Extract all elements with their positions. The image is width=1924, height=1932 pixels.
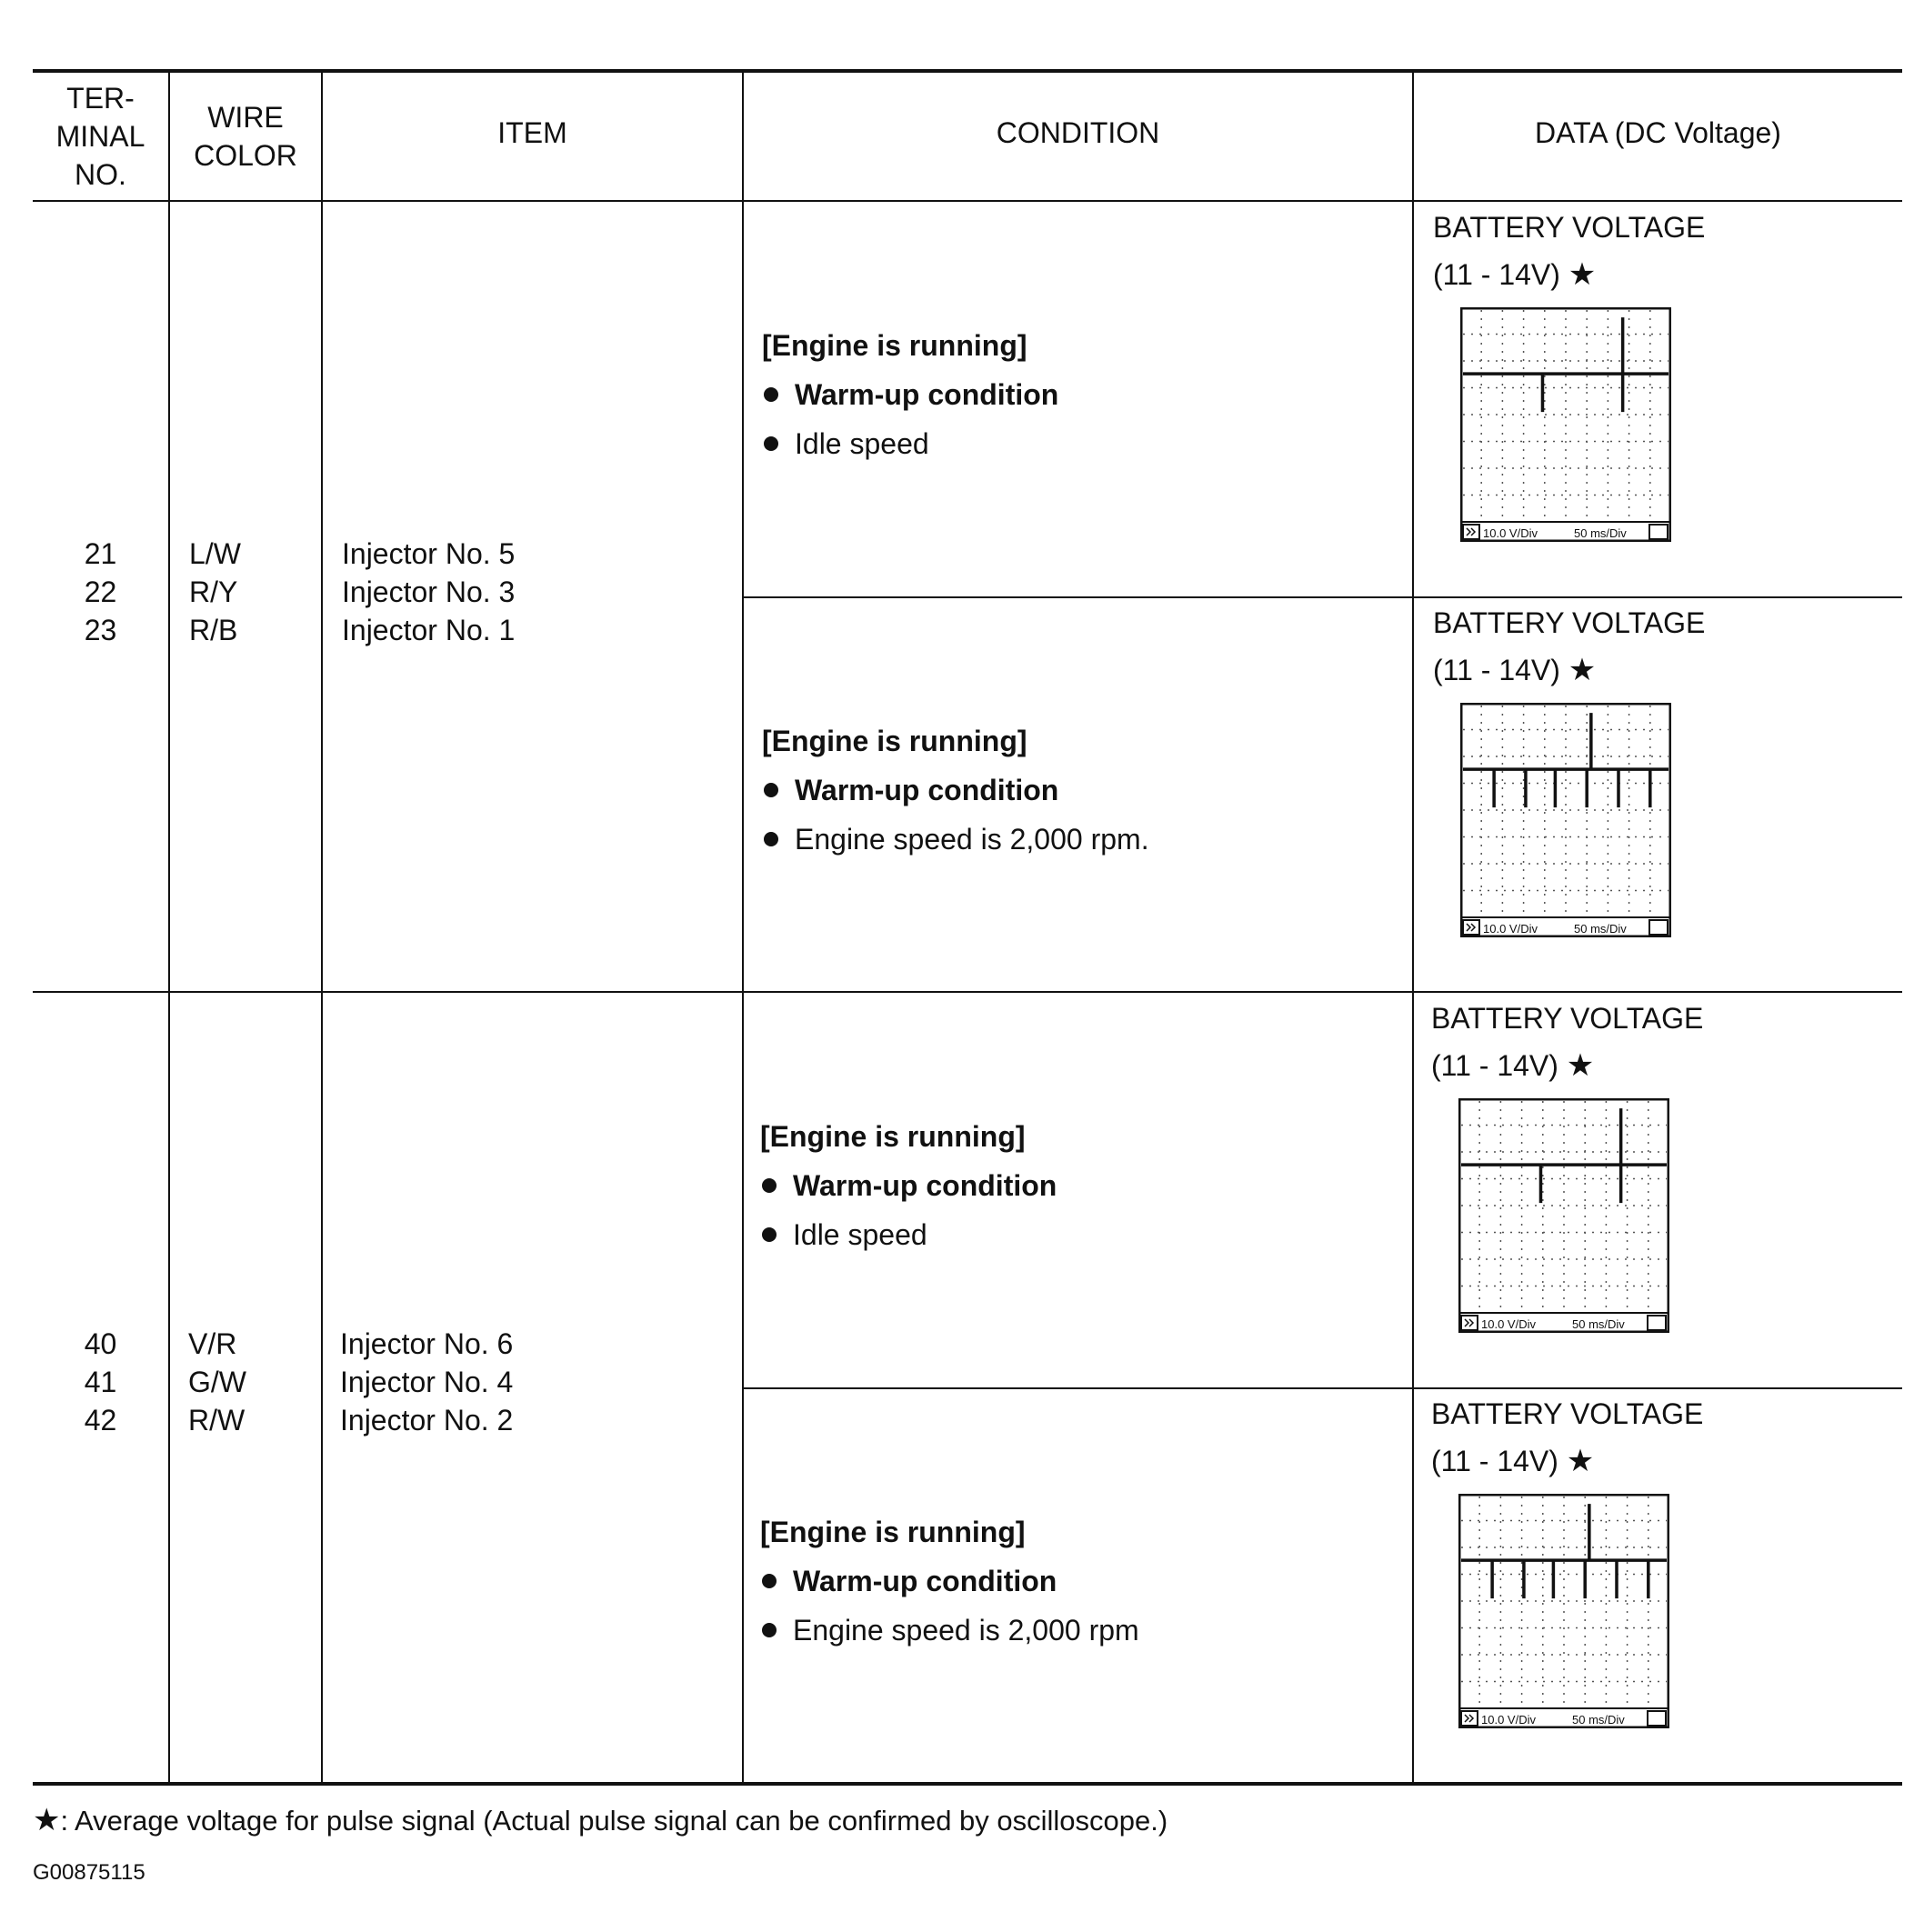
wire-color: R/Y <box>189 576 238 608</box>
condition-bullet: Warm-up condition <box>793 1169 1057 1202</box>
footnote-text: : Average voltage for pulse signal (Actual pulse signal can be confirmed by oscilloscope.) <box>60 1805 1168 1837</box>
header-terminal-no: TER- MINAL NO. <box>55 82 145 191</box>
group2-terminals <box>33 1325 168 1439</box>
group2-mid-rule <box>742 1387 1902 1389</box>
table-bottom-rule <box>33 1782 1902 1786</box>
item-name: Injector No. 3 <box>342 576 516 608</box>
condition-bullet: Idle speed <box>793 1218 927 1251</box>
data-title: BATTERY VOLTAGE <box>1433 211 1706 244</box>
item-name: Injector No. 5 <box>342 537 516 570</box>
terminal-no: 22 <box>84 576 117 608</box>
col-divider-4 <box>1412 71 1414 1784</box>
scope-time-div: 50 ms/Div <box>1572 1317 1625 1331</box>
data-value: (11 - 14V) <box>1431 1049 1558 1082</box>
condition-title: [Engine is running] <box>762 329 1027 362</box>
wire-color: G/W <box>188 1366 246 1398</box>
data-cell <box>1433 204 1705 298</box>
condition-bullet: Engine speed is 2,000 rpm <box>793 1614 1139 1647</box>
oscilloscope-waveform <box>1460 307 1671 542</box>
condition-bullet: Engine speed is 2,000 rpm. <box>795 823 1149 856</box>
wire-color: R/W <box>188 1404 246 1436</box>
bullet-icon <box>764 783 778 797</box>
condition-cell <box>762 716 1149 864</box>
header-data: DATA (DC Voltage) <box>1535 116 1781 149</box>
scope-time-div: 50 ms/Div <box>1574 526 1627 540</box>
oscilloscope-waveform <box>1458 1098 1669 1333</box>
scope-box-icon <box>1649 920 1668 935</box>
oscilloscope-waveform <box>1458 1494 1669 1728</box>
star-icon: ★ <box>1566 1048 1595 1083</box>
bullet-icon <box>762 1178 777 1193</box>
scope-box-icon <box>1649 525 1668 539</box>
terminal-no: 41 <box>84 1366 117 1398</box>
bullet-icon <box>764 436 778 451</box>
scope-volt-div: 10.0 V/Div <box>1481 1317 1536 1331</box>
star-icon: ★ <box>1566 1444 1595 1478</box>
scope-volt-div: 10.0 V/Div <box>1483 526 1538 540</box>
data-title: BATTERY VOLTAGE <box>1431 1397 1704 1430</box>
condition-bullet: Warm-up condition <box>795 774 1059 806</box>
wire-color: L/W <box>189 537 241 570</box>
data-cell <box>1431 995 1703 1089</box>
col-divider-3 <box>742 71 744 1784</box>
condition-bullet: Warm-up condition <box>793 1565 1057 1597</box>
group1-bottom-rule <box>33 991 1902 993</box>
terminal-no: 42 <box>84 1404 117 1436</box>
bullet-icon <box>762 1227 777 1242</box>
group1-items <box>342 535 515 649</box>
oscilloscope-waveform <box>1460 703 1671 937</box>
data-value: (11 - 14V) <box>1433 654 1560 686</box>
scope-box-icon <box>1648 1711 1666 1726</box>
bullet-icon <box>764 387 778 402</box>
wire-color: R/B <box>189 614 238 646</box>
group1-terminals <box>33 535 168 649</box>
group1-wire-colors <box>189 535 241 649</box>
condition-title: [Engine is running] <box>760 1516 1026 1548</box>
scope-time-div: 50 ms/Div <box>1572 1713 1625 1727</box>
condition-cell <box>762 321 1058 468</box>
scope-volt-div: 10.0 V/Div <box>1481 1713 1536 1727</box>
header-condition: CONDITION <box>996 116 1160 149</box>
condition-cell <box>760 1112 1057 1259</box>
header-wire-color: WIRE COLOR <box>194 101 297 172</box>
bullet-icon <box>762 1574 777 1588</box>
data-title: BATTERY VOLTAGE <box>1433 606 1706 639</box>
data-value: (11 - 14V) <box>1433 258 1560 291</box>
condition-bullet: Warm-up condition <box>795 378 1059 411</box>
data-title: BATTERY VOLTAGE <box>1431 1002 1704 1035</box>
scope-time-div: 50 ms/Div <box>1574 922 1627 936</box>
col-divider-2 <box>321 71 323 1784</box>
star-icon: ★ <box>1568 257 1597 292</box>
figure-id: G00875115 <box>33 1860 145 1885</box>
footnote <box>33 1802 1167 1838</box>
condition-cell <box>760 1507 1139 1655</box>
group2-items <box>340 1325 513 1439</box>
data-value: (11 - 14V) <box>1431 1445 1558 1477</box>
wire-color: V/R <box>188 1327 237 1360</box>
bullet-icon <box>764 832 778 846</box>
terminal-no: 40 <box>84 1327 117 1360</box>
scope-volt-div: 10.0 V/Div <box>1483 922 1538 936</box>
condition-title: [Engine is running] <box>760 1120 1026 1153</box>
data-cell <box>1433 599 1705 694</box>
item-name: Injector No. 4 <box>340 1366 514 1398</box>
star-icon: ★ <box>33 1803 61 1837</box>
item-name: Injector No. 2 <box>340 1404 514 1436</box>
item-name: Injector No. 6 <box>340 1327 514 1360</box>
col-divider-1 <box>168 71 170 1784</box>
condition-title: [Engine is running] <box>762 725 1027 757</box>
scope-box-icon <box>1648 1316 1666 1330</box>
bullet-icon <box>762 1623 777 1637</box>
terminal-no: 23 <box>84 614 117 646</box>
star-icon: ★ <box>1568 653 1597 687</box>
header-bottom-rule <box>33 200 1902 202</box>
group2-wire-colors <box>188 1325 246 1439</box>
condition-bullet: Idle speed <box>795 427 929 460</box>
data-cell <box>1431 1390 1703 1485</box>
terminal-no: 21 <box>84 537 117 570</box>
group1-mid-rule <box>742 596 1902 598</box>
item-name: Injector No. 1 <box>342 614 516 646</box>
header-item: ITEM <box>497 116 567 149</box>
